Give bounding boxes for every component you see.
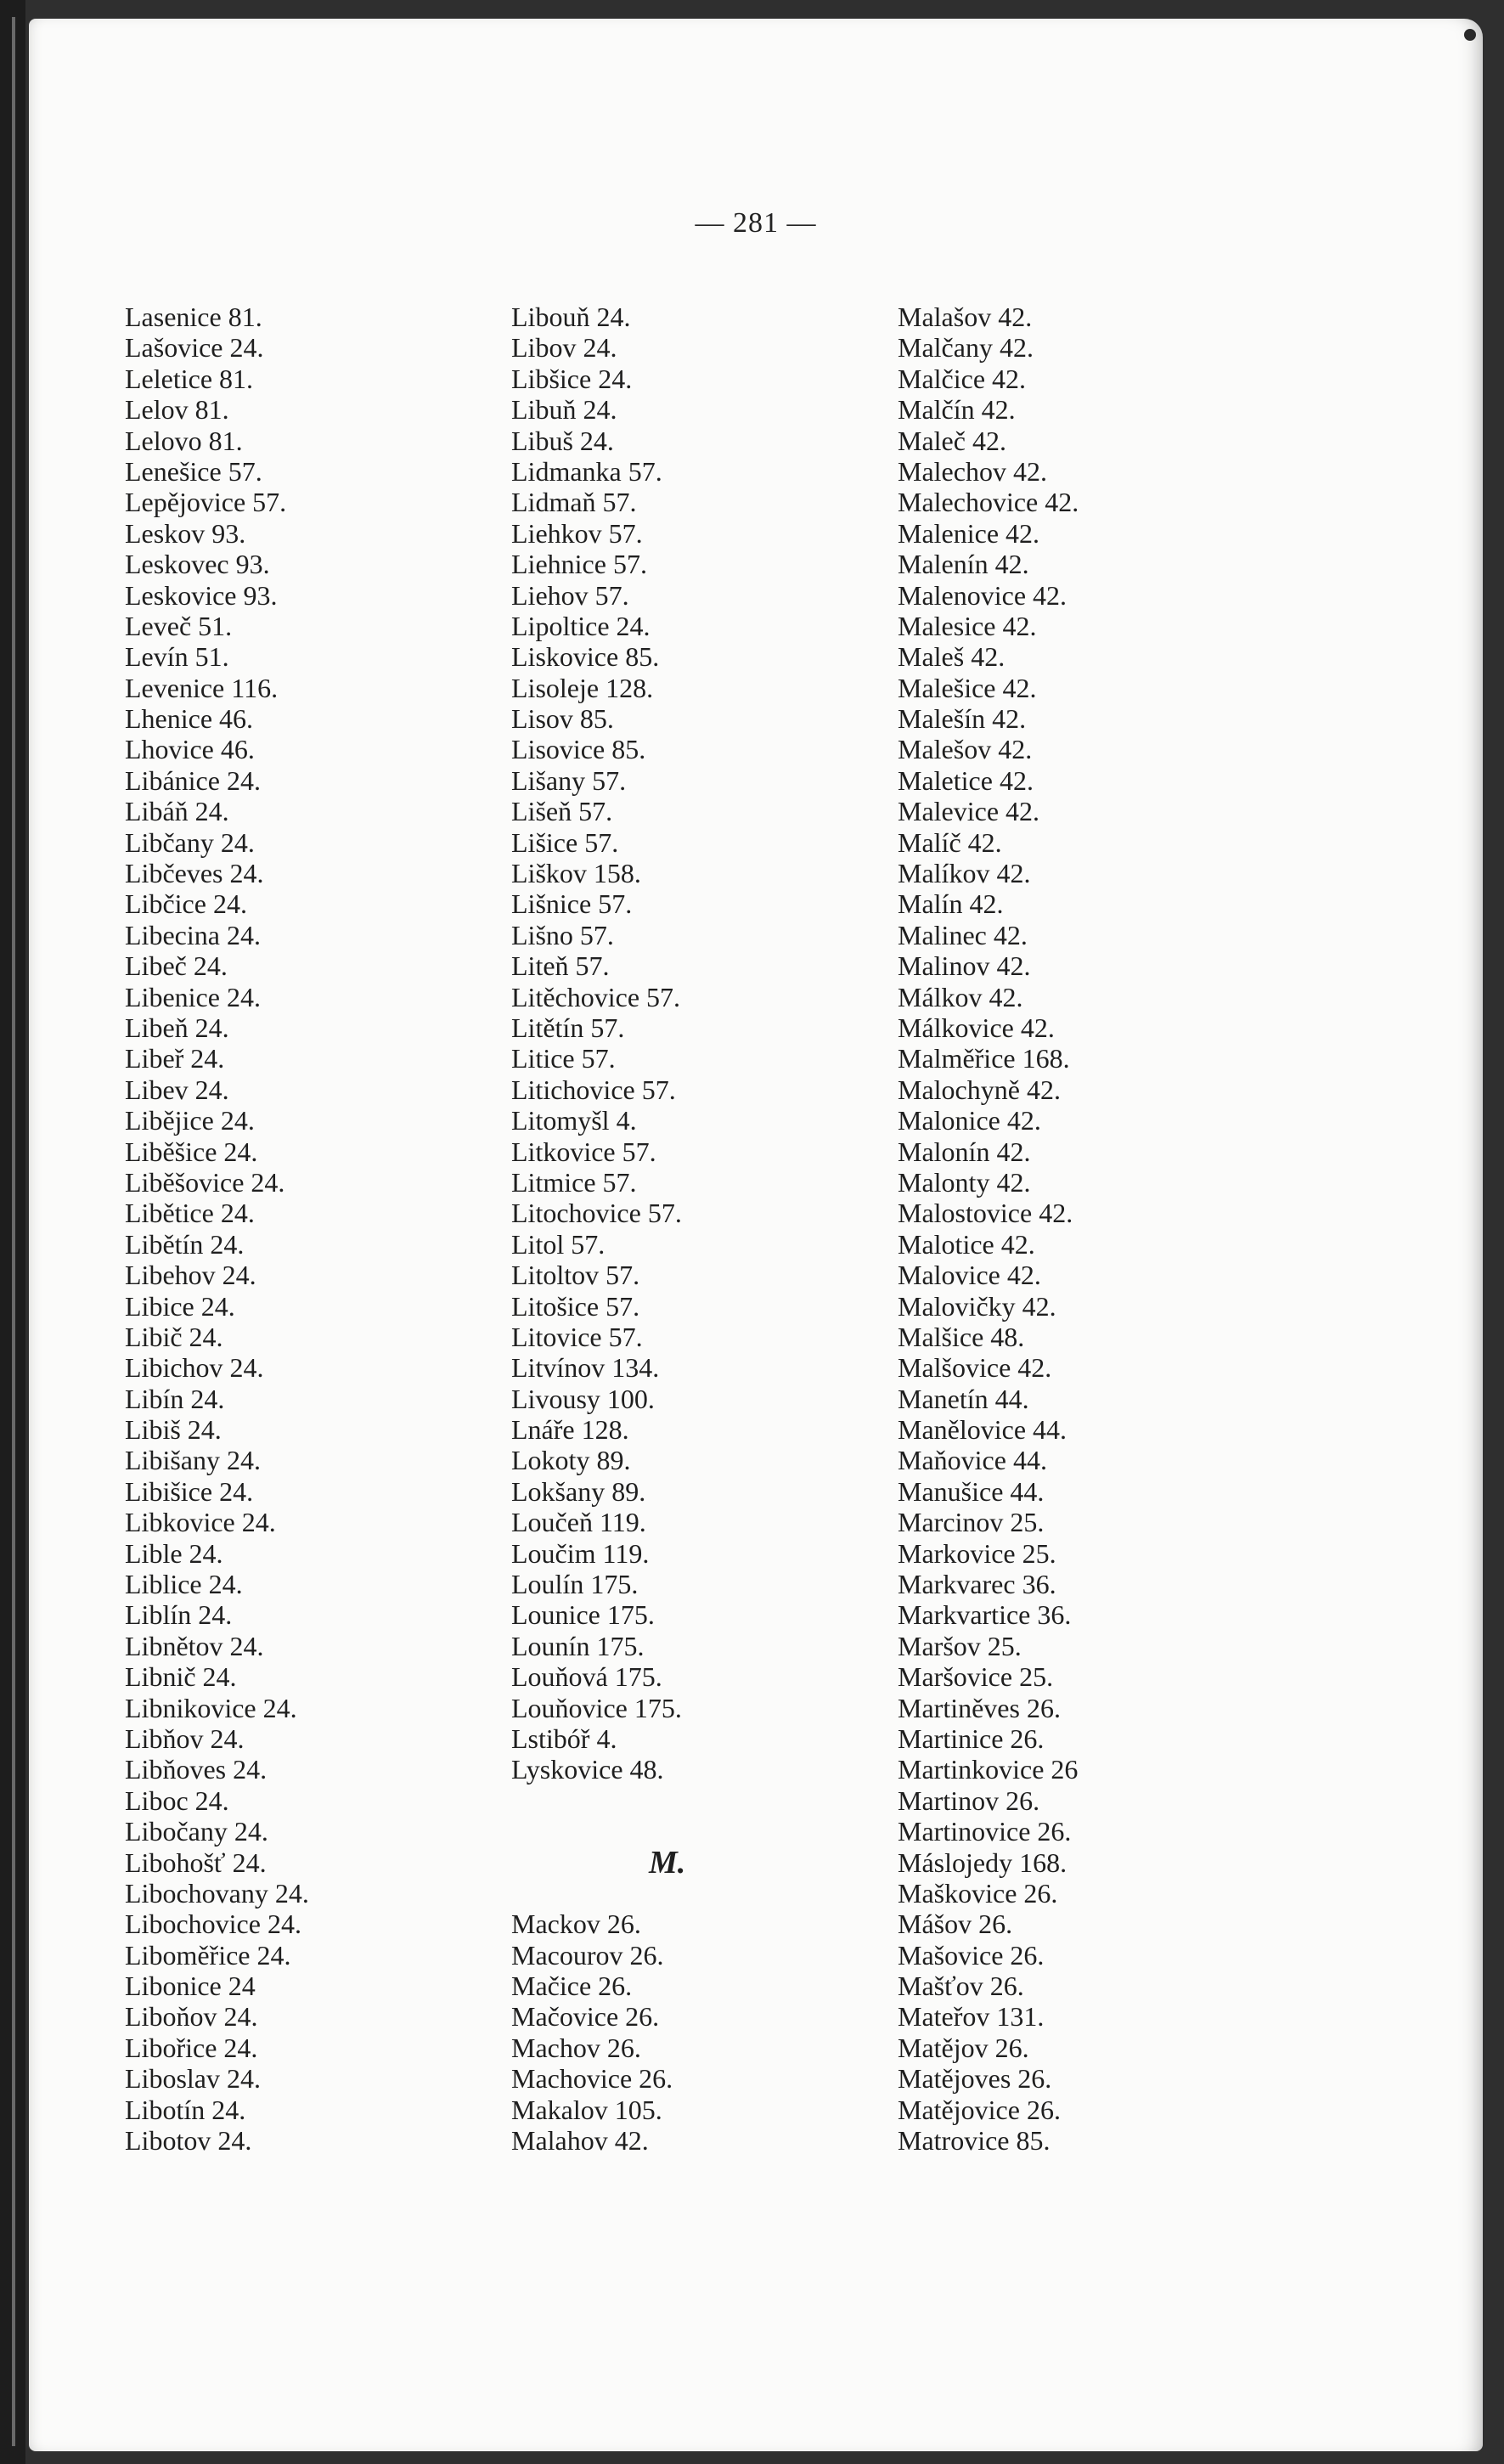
- index-entry: Matějov 26.: [898, 2032, 1029, 2063]
- index-entry: Matrovice 85.: [898, 2125, 1051, 2157]
- index-entry: Malonice 42.: [898, 1105, 1041, 1136]
- index-entry: Libňov 24.: [125, 1723, 245, 1754]
- index-entry: Libětice 24.: [125, 1198, 255, 1229]
- index-entry: Libnětov 24.: [125, 1630, 264, 1661]
- index-entry: Lisovice 85.: [511, 734, 646, 765]
- index-entry: Manetín 44.: [898, 1383, 1029, 1414]
- index-entry: Liblice 24.: [125, 1569, 243, 1600]
- index-entry: Martinovice 26.: [898, 1816, 1072, 1847]
- index-entry: Malčany 42.: [898, 332, 1034, 364]
- index-entry: Martinov 26.: [898, 1785, 1040, 1816]
- section-spacer: [511, 1878, 685, 1909]
- index-entry: Malovice 42.: [898, 1260, 1041, 1291]
- section-spacer: [511, 1785, 685, 1816]
- index-entry: Mačovice 26.: [511, 2001, 660, 2033]
- index-entry: Malotice 42.: [898, 1228, 1035, 1260]
- index-entry: Macourov 26.: [511, 1939, 664, 1971]
- index-entry: Malinec 42.: [898, 919, 1028, 950]
- index-entry: Loučim 119.: [511, 1537, 650, 1569]
- index-entry: Lisoleje 128.: [511, 672, 654, 703]
- index-entry: Lišnice 57.: [511, 888, 633, 920]
- index-entry: Libotín 24.: [125, 2094, 246, 2125]
- index-entry: Litkovice 57.: [511, 1136, 656, 1167]
- section-heading: M.: [649, 1844, 686, 1880]
- index-entry: Malechovice 42.: [898, 487, 1079, 518]
- index-entry: Libnič 24.: [125, 1661, 237, 1693]
- index-entry: Lišany 57.: [511, 764, 627, 796]
- index-entry: Lokoty 89.: [511, 1445, 631, 1476]
- index-entry: Maňovice 44.: [898, 1445, 1047, 1476]
- index-entry: Libšice 24.: [511, 363, 633, 394]
- index-entry: Malčín 42.: [898, 394, 1016, 426]
- index-entry: Liboňov 24.: [125, 2001, 258, 2033]
- index-entry: Libehov 24.: [125, 1260, 256, 1291]
- index-entry: Máslojedy 168.: [898, 1847, 1067, 1878]
- index-entry: Maškovice 26.: [898, 1877, 1058, 1909]
- index-entry: Libuš 24.: [511, 425, 614, 456]
- index-entry: Libčeves 24.: [125, 858, 264, 889]
- index-entry: Malešov 42.: [898, 734, 1033, 765]
- index-entry: Libenice 24.: [125, 981, 261, 1012]
- index-entry: Liteň 57.: [511, 950, 610, 982]
- index-entry: Malostovice 42.: [898, 1198, 1073, 1229]
- index-entry: Loučeň 119.: [511, 1507, 646, 1538]
- index-entry: Mašovice 26.: [898, 1939, 1045, 1971]
- index-entry: Makalov 105.: [511, 2094, 662, 2125]
- index-entry: Libín 24.: [125, 1383, 225, 1414]
- index-entry: Libořice 24.: [125, 2032, 258, 2063]
- index-entry: Malechov 42.: [898, 455, 1047, 487]
- index-entry: Libánice 24.: [125, 764, 261, 796]
- index-entry: Markovice 25.: [898, 1537, 1056, 1569]
- index-entry: Malochyně 42.: [898, 1074, 1061, 1105]
- index-entry: Malšovice 42.: [898, 1352, 1052, 1384]
- index-entry: Málkov 42.: [898, 981, 1023, 1012]
- index-entry: Libčice 24.: [125, 888, 247, 920]
- index-entry: Lidmaň 57.: [511, 487, 637, 518]
- index-entry: Libouň 24.: [511, 302, 631, 332]
- index-entry: Libeč 24.: [125, 950, 228, 982]
- index-entry: Lstibóř 4.: [511, 1723, 617, 1754]
- index-entry: Libeň 24.: [125, 1012, 229, 1043]
- index-entry: Litovice 57.: [511, 1321, 643, 1352]
- index-entry: Loulín 175.: [511, 1569, 639, 1600]
- index-entry: Liskovice 85.: [511, 641, 660, 673]
- index-entry: Lhenice 46.: [125, 703, 254, 735]
- index-entry: Liboslav 24.: [125, 2063, 261, 2095]
- index-entry: Liblín 24.: [125, 1599, 233, 1631]
- index-entry: Libčany 24.: [125, 826, 255, 858]
- index-entry: Litochovice 57.: [511, 1198, 682, 1229]
- index-entry: Lible 24.: [125, 1537, 223, 1569]
- index-entry: Liehov 57.: [511, 579, 629, 611]
- index-entry: Litomyšl 4.: [511, 1105, 637, 1136]
- index-entry: Litichovice 57.: [511, 1074, 676, 1105]
- index-entry: Malevice 42.: [898, 796, 1040, 827]
- index-entry: Leskovice 93.: [125, 579, 278, 611]
- index-entry: Malesice 42.: [898, 610, 1037, 641]
- index-entry: Matějoves 26.: [898, 2063, 1052, 2095]
- index-entry: Libev 24.: [125, 1074, 229, 1105]
- index-entry: Libišice 24.: [125, 1475, 254, 1507]
- index-entry: Malenín 42.: [898, 549, 1029, 580]
- index-entry: Libochovany 24.: [125, 1877, 309, 1909]
- index-entry: Libkovice 24.: [125, 1507, 276, 1538]
- index-column-middle: [511, 302, 685, 2156]
- index-entry: Malenovice 42.: [898, 579, 1067, 611]
- index-entry: Liboměřice 24.: [125, 1939, 291, 1971]
- index-entry: Malinov 42.: [898, 950, 1031, 982]
- index-entry: Litice 57.: [511, 1043, 616, 1074]
- index-entry: Matějovice 26.: [898, 2094, 1061, 2125]
- index-entry: Louňovice 175.: [511, 1692, 682, 1723]
- index-entry: Manušice 44.: [898, 1475, 1045, 1507]
- index-entry: Markvarec 36.: [898, 1569, 1056, 1600]
- index-entry: Libějice 24.: [125, 1105, 255, 1136]
- index-entry: Malíč 42.: [898, 826, 1002, 858]
- index-entry: Lišno 57.: [511, 919, 614, 950]
- index-entry: Liehkov 57.: [511, 517, 643, 549]
- index-entry: Libuň 24.: [511, 394, 617, 426]
- index-entry: Martiněves 26.: [898, 1692, 1061, 1723]
- spine-edge: [12, 17, 15, 2446]
- index-entry: Levenice 116.: [125, 672, 279, 703]
- index-entry: Louňová 175.: [511, 1661, 662, 1693]
- index-entry: Leletice 81.: [125, 363, 254, 394]
- index-entry: Machovice 26.: [511, 2063, 673, 2095]
- index-entry: Libňoves 24.: [125, 1754, 268, 1785]
- index-entry: Mackov 26.: [511, 1909, 641, 1940]
- index-entry: Lounín 175.: [511, 1630, 645, 1661]
- index-entry: Mateřov 131.: [898, 2001, 1045, 2033]
- index-entry: Lokšany 89.: [511, 1475, 646, 1507]
- index-entry: Liškov 158.: [511, 858, 641, 889]
- index-entry: Lašovice 24.: [125, 332, 264, 364]
- index-entry: Liehnice 57.: [511, 549, 647, 580]
- index-entry: Lišice 57.: [511, 826, 619, 858]
- index-entry: Levín 51.: [125, 641, 229, 673]
- index-entry: Lnáře 128.: [511, 1414, 629, 1446]
- index-entry: Maleč 42.: [898, 425, 1006, 456]
- index-entry: Malašov 42.: [898, 302, 1033, 332]
- index-entry: Lhovice 46.: [125, 734, 255, 765]
- index-entry: Libič 24.: [125, 1321, 223, 1352]
- index-entry: Libočany 24.: [125, 1816, 268, 1847]
- index-entry: Malonín 42.: [898, 1136, 1031, 1167]
- index-entry: Maršov 25.: [898, 1630, 1022, 1661]
- index-entry: Libonice 24: [125, 1971, 256, 2002]
- index-entry: Liboc 24.: [125, 1785, 229, 1816]
- index-entry: Libáň 24.: [125, 796, 229, 827]
- index-entry: Liběšice 24.: [125, 1136, 258, 1167]
- index-entry: Lidmanka 57.: [511, 455, 662, 487]
- index-entry: Leveč 51.: [125, 610, 233, 641]
- index-entry: Leskov 93.: [125, 517, 246, 549]
- index-entry: Malešín 42.: [898, 703, 1027, 735]
- scanned-page: [29, 19, 1483, 2451]
- index-entry: Litěchovice 57.: [511, 981, 681, 1012]
- index-entry: Malměřice 168.: [898, 1043, 1070, 1074]
- index-entry: Libichov 24.: [125, 1352, 264, 1384]
- index-entry: Leskovec 93.: [125, 549, 270, 580]
- index-entry: Libochovice 24.: [125, 1909, 301, 1940]
- index-entry: Lelov 81.: [125, 394, 229, 426]
- index-entry: Malešice 42.: [898, 672, 1037, 703]
- index-entry: Libiš 24.: [125, 1414, 222, 1446]
- index-entry: Lisov 85.: [511, 703, 614, 735]
- index-entry: Libohošť 24.: [125, 1847, 267, 1878]
- index-entry: Lounice 175.: [511, 1599, 655, 1631]
- index-entry: Lišeň 57.: [511, 796, 613, 827]
- index-entry: Litmice 57.: [511, 1166, 637, 1198]
- index-entry: Mačice 26.: [511, 1971, 633, 2002]
- index-entry: Litošice 57.: [511, 1290, 640, 1322]
- index-entry: Litoltov 57.: [511, 1260, 640, 1291]
- index-entry: Libotov 24.: [125, 2125, 252, 2157]
- scan-mark: [1464, 29, 1476, 41]
- index-entry: Libišany 24.: [125, 1445, 261, 1476]
- index-entry: Malín 42.: [898, 888, 1004, 920]
- index-entry: Martinkovice 26: [898, 1754, 1079, 1785]
- index-entry: Libětín 24.: [125, 1228, 245, 1260]
- index-entry: Lenešice 57.: [125, 455, 262, 487]
- index-entry: Libecina 24.: [125, 919, 261, 950]
- index-entry: Mašťov 26.: [898, 1971, 1024, 2002]
- index-entry: Maleš 42.: [898, 641, 1005, 673]
- index-entry: Lyskovice 48.: [511, 1754, 664, 1785]
- index-entry: Malahov 42.: [511, 2125, 649, 2157]
- index-entry: Livousy 100.: [511, 1383, 655, 1414]
- index-entry: Machov 26.: [511, 2032, 641, 2063]
- index-entry: Litol 57.: [511, 1228, 606, 1260]
- index-entry: Marcinov 25.: [898, 1507, 1045, 1538]
- index-entry: Liběšovice 24.: [125, 1166, 285, 1198]
- index-entry: Lipoltice 24.: [511, 610, 651, 641]
- index-entry: Litětín 57.: [511, 1012, 625, 1043]
- index-entry: Lepějovice 57.: [125, 487, 287, 518]
- index-entry: Manělovice 44.: [898, 1414, 1067, 1446]
- index-entry: Lasenice 81.: [125, 302, 262, 332]
- index-entry: Libice 24.: [125, 1290, 235, 1322]
- index-entry: Malšice 48.: [898, 1321, 1025, 1352]
- index-entry: Libov 24.: [511, 332, 617, 364]
- index-entry: Mášov 26.: [898, 1909, 1013, 1940]
- index-entry: Markvartice 36.: [898, 1599, 1072, 1631]
- index-entry: Lelovo 81.: [125, 425, 243, 456]
- index-entry: Libnikovice 24.: [125, 1692, 297, 1723]
- index-column-right: [898, 302, 1079, 2156]
- index-entry: Málkovice 42.: [898, 1012, 1055, 1043]
- index-entry: Malenice 42.: [898, 517, 1040, 549]
- index-entry: Malovičky 42.: [898, 1290, 1056, 1322]
- index-entry: Martinice 26.: [898, 1723, 1045, 1754]
- index-entry: Malíkov 42.: [898, 858, 1031, 889]
- page-number: — 281 —: [695, 207, 817, 239]
- index-entry: Litvínov 134.: [511, 1352, 660, 1384]
- index-entry: Maletice 42.: [898, 764, 1034, 796]
- index-column-left: [125, 302, 309, 2156]
- index-entry: Malonty 42.: [898, 1166, 1031, 1198]
- index-entry: Malčice 42.: [898, 363, 1027, 394]
- index-entry: Libeř 24.: [125, 1043, 225, 1074]
- section-spacer: [511, 1816, 685, 1847]
- index-entry: Maršovice 25.: [898, 1661, 1054, 1693]
